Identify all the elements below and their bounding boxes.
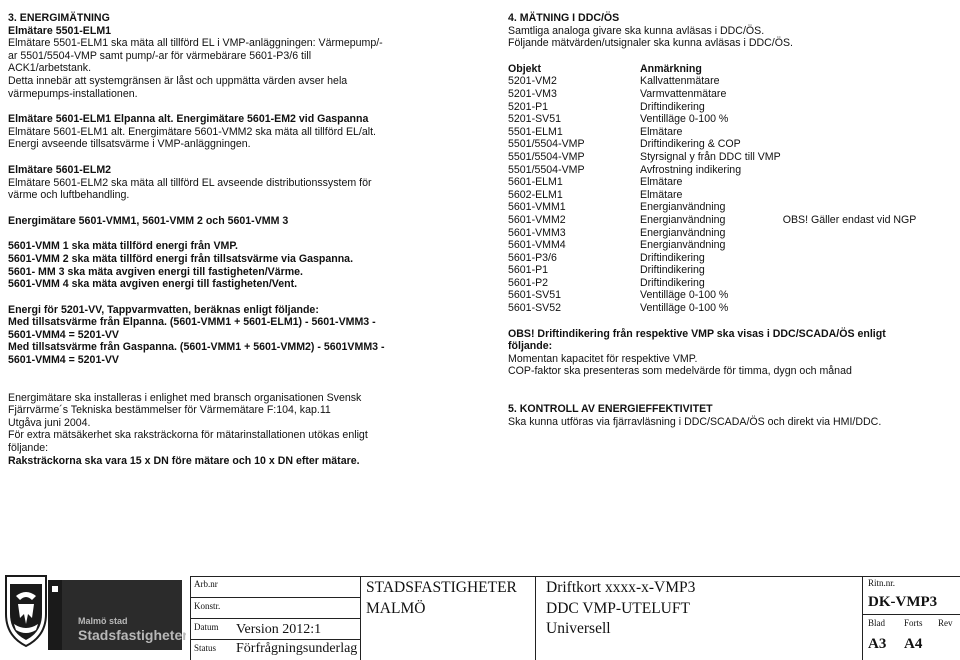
- subsection-heading: Energimätare 5601-VMM1, 5601-VMM 2 och 5601-VMM 3: [8, 214, 289, 227]
- table-cell-extra: [781, 75, 917, 88]
- left-column: [8, 12, 478, 467]
- section-vmm-lines: [8, 240, 478, 290]
- text-line: värmepumps-installationen.: [8, 87, 138, 100]
- column-header-extra: [781, 63, 917, 76]
- subsection-heading: Elmätare 5501-ELM1: [8, 24, 112, 37]
- table-cell-objekt: 5601-VMM4: [508, 239, 566, 252]
- obs-line: OBS! Driftindikering från respektive VMP ska visas i DDC/SCADA/ÖS enligt: [508, 327, 886, 340]
- table-cell-extra: [781, 264, 917, 277]
- right-column: [508, 12, 953, 428]
- table-cell-extra: [781, 151, 917, 164]
- object-table: [508, 63, 916, 315]
- datum-value: Version 2012:1: [236, 622, 322, 637]
- table-cell-objekt: 5601-VMM2: [508, 213, 566, 226]
- table-cell-anmarkning: Kallvattenmätare: [640, 75, 720, 88]
- text-line: 5601- MM 3 ska mäta avgiven energi till fastigheten/Värme.: [8, 265, 303, 278]
- table-cell-anmarkning: Driftindikering & COP: [640, 138, 741, 151]
- subsection-heading: Elmätare 5601-ELM2: [8, 163, 112, 176]
- label-blad: Blad: [868, 618, 885, 628]
- table-cell-anmarkning: Energianvändning: [640, 201, 726, 214]
- text-line: Elmätare 5501-ELM1 ska mäta all tillförd EL i VMP-anläggningen: Värmepump/-: [8, 37, 383, 50]
- table-cell-anmarkning: Energianvändning: [640, 239, 726, 252]
- table-row: [508, 264, 916, 277]
- table-cell-anmarkning: Energianvändning: [640, 226, 726, 239]
- table-cell-extra: [781, 176, 917, 189]
- section-installation: [8, 392, 478, 468]
- obs-line: följande:: [508, 340, 553, 353]
- table-cell-objekt: 5601-ELM1: [508, 176, 563, 189]
- label-forts: Forts: [904, 618, 923, 628]
- table-cell-objekt: 5601-P3/6: [508, 251, 557, 264]
- text-line: 5601-VMM 1 ska mäta tillförd energi från VMP.: [8, 240, 238, 253]
- table-row: [508, 302, 916, 315]
- text-line: 5601-VMM 4 ska mäta avgiven energi till fastigheten/Vent.: [8, 278, 298, 291]
- table-cell-objekt: 5602-ELM1: [508, 188, 563, 201]
- table-cell-anmarkning: Avfrostning indikering: [640, 163, 742, 176]
- text-line: 5601-VMM 2 ska mäta tillförd energi från tillsatsvärme via Gaspanna.: [8, 252, 354, 265]
- text-line: Raksträckorna ska vara 15 x DN före mätare och 10 x DN efter mätare.: [8, 454, 360, 467]
- label-datum: Datum: [194, 622, 219, 632]
- table-cell-anmarkning: Ventilläge 0-100 %: [640, 113, 729, 126]
- table-cell-objekt: 5201-VM2: [508, 75, 557, 88]
- table-row: [508, 189, 916, 202]
- label-ritnr: Ritn.nr.: [868, 578, 896, 588]
- table-cell-extra: [781, 289, 917, 302]
- org-line1: STADSFASTIGHETER: [366, 579, 517, 596]
- section-energimatning: [8, 12, 478, 100]
- table-row: [508, 239, 916, 252]
- text-line: Med tillsatsvärme från Gaspanna. (5601-VMM1 + 5601-VMM2) - 5601VMM3 -: [8, 341, 385, 354]
- table-cell-extra: [781, 138, 917, 151]
- section-matning-ddc: [508, 12, 953, 50]
- table-cell-extra: [781, 252, 917, 265]
- table-cell-anmarkning: Varmvattenmätare: [640, 87, 727, 100]
- doc-title-line3: Universell: [546, 620, 611, 637]
- text-line: följande:: [8, 442, 49, 455]
- text-line: COP-faktor ska presenteras som medelvärde för timma, dygn och månad: [508, 365, 852, 378]
- text-line: Energimätare ska installeras i enlighet med bransch organisationen Svensk: [8, 391, 362, 404]
- table-row: [508, 151, 916, 164]
- section-heading: 4. MÄTNING I DDC/ÖS: [508, 12, 620, 24]
- label-konstr: Konstr.: [194, 601, 221, 611]
- label-rev: Rev: [938, 618, 953, 628]
- svg-text:Stadsfastigheter: Stadsfastigheter: [78, 627, 186, 643]
- table-body: [508, 75, 916, 314]
- table-cell-objekt: 5601-P1: [508, 264, 549, 277]
- text-line: Energi avseende tillsatsvärme i VMP-anläggningen.: [8, 138, 251, 151]
- table-row: [508, 164, 916, 177]
- text-line: Med tillsatsvärme från Elpanna. (5601-VMM1 + 5601-ELM1) - 5601-VMM3 -: [8, 316, 376, 329]
- text-line: Momentan kapacitet för respektive VMP.: [508, 352, 698, 365]
- table-cell-extra: [781, 164, 917, 177]
- section-heading: 5. KONTROLL AV ENERGIEFFEKTIVITET: [508, 403, 713, 416]
- table-row: [508, 214, 916, 227]
- text-line: 5601-VMM4 = 5201-VV: [8, 354, 120, 367]
- table-cell-objekt: 5501/5504-VMP: [508, 138, 585, 151]
- table-cell-extra: [781, 277, 917, 290]
- table-cell-extra: [781, 88, 917, 101]
- table-cell-anmarkning: Driftindikering: [640, 100, 705, 113]
- ritnr-value: DK-VMP3: [868, 594, 938, 610]
- blad-value: A3: [868, 636, 887, 652]
- text-line: För extra mätsäkerhet ska raksträckorna för mätarinstallationen utökas enligt: [8, 429, 368, 442]
- text-line: Samtliga analoga givare ska kunna avläsas i DDC/ÖS.: [508, 24, 765, 37]
- table-row: [508, 277, 916, 290]
- table-cell-anmarkning: Elmätare: [640, 188, 683, 201]
- table-cell-extra: [781, 227, 917, 240]
- forts-value: A4: [904, 636, 923, 652]
- table-cell-objekt: 5601-SV51: [508, 289, 562, 302]
- table-cell-objekt: 5601-P2: [508, 276, 549, 289]
- column-header-objekt: Objekt: [508, 62, 541, 75]
- text-line: Energi för 5201-VV, Tappvarmvatten, beräknas enligt följande:: [8, 303, 319, 316]
- table-cell-anmarkning: Elmätare: [640, 176, 683, 189]
- doc-title-line2: DDC VMP-UTELUFT: [546, 600, 690, 617]
- logo: [2, 574, 186, 660]
- table-cell-objekt: 5601-VMM3: [508, 226, 566, 239]
- table-cell-anmarkning: Styrsignal y från DDC till VMP: [640, 150, 781, 163]
- text-line: Följande mätvärden/utsignaler ska kunna avläsas i DDC/ÖS.: [508, 37, 793, 50]
- table-header-row: [508, 63, 916, 76]
- text-line: Elmätare 5601-ELM1 alt. Energimätare 5601-VMM2 ska mäta all tillförd EL/alt.: [8, 125, 377, 138]
- table-row: [508, 138, 916, 151]
- svg-text:Malmö stad: Malmö stad: [78, 616, 128, 626]
- table-row: [508, 113, 916, 126]
- table-cell-anmarkning: Ventilläge 0-100 %: [640, 302, 729, 315]
- text-line: 5601-VMM4 = 5201-VV: [8, 328, 120, 341]
- section-obs: [508, 328, 953, 378]
- table-row: [508, 252, 916, 265]
- org-line2: MALMÖ: [366, 600, 426, 617]
- section-tappvarmvatten: [8, 304, 478, 367]
- table-row: [508, 201, 916, 214]
- table-cell-objekt: 5201-SV51: [508, 113, 562, 126]
- table-cell-anmarkning: Elmätare: [640, 125, 683, 138]
- table-cell-extra: [781, 189, 917, 202]
- section-vmm-heading: [8, 215, 478, 228]
- text-line: ar 5501/5504-VMP samt pump/-ar för värmebärare 5601-P3/6 till: [8, 49, 312, 62]
- table-cell-anmarkning: Driftindikering: [640, 264, 705, 277]
- table-row: [508, 126, 916, 139]
- label-status: Status: [194, 643, 217, 653]
- table-row: [508, 101, 916, 114]
- table-cell-extra: [781, 126, 917, 139]
- table-cell-anmarkning: Energianvändning: [640, 213, 726, 226]
- column-header-anmarkning: Anmärkning: [640, 62, 702, 75]
- table-cell-objekt: 5501/5504-VMP: [508, 150, 585, 163]
- table-cell-extra: [781, 239, 917, 252]
- table-cell-anmarkning: Driftindikering: [640, 276, 705, 289]
- table-row: [508, 75, 916, 88]
- subsection-heading: Elmätare 5601-ELM1 Elpanna alt. Energimätare 5601-EM2 vid Gaspanna: [8, 113, 369, 126]
- section-elpanna: [8, 113, 478, 151]
- label-arbnr: Arb.nr: [194, 579, 218, 589]
- table-cell-extra: [781, 302, 917, 315]
- status-value: Förfrågningsunderlag: [236, 641, 358, 656]
- table-row: [508, 227, 916, 240]
- malmo-stad-logo: [2, 574, 186, 660]
- table-cell-objekt: 5501/5504-VMP: [508, 163, 585, 176]
- table-row: [508, 289, 916, 302]
- doc-title-line1: Driftkort xxxx-x-VMP3: [546, 579, 696, 596]
- text-line: Detta innebär att systemgränsen är låst och uppmätta värden avser hela: [8, 74, 348, 87]
- text-line: värme och luftbehandling.: [8, 189, 130, 202]
- table-row: [508, 88, 916, 101]
- text-line: ACK1/arbetstank.: [8, 62, 92, 75]
- section-heading: 3. ENERGIMÄTNING: [8, 12, 110, 24]
- text-line: Utgåva juni 2004.: [8, 416, 91, 429]
- table-cell-objekt: 5201-VM3: [508, 87, 557, 100]
- table-cell-objekt: 5501-ELM1: [508, 125, 563, 138]
- table-cell-extra: [781, 101, 917, 114]
- table-row: [508, 176, 916, 189]
- table-cell-objekt: 5201-P1: [508, 100, 549, 113]
- text-line: Elmätare 5601-ELM2 ska mäta all tillförd EL avseende distributionssystem för: [8, 176, 372, 189]
- title-block: [0, 574, 960, 660]
- section-elm2: [8, 164, 478, 202]
- text-line: Fjärrvärme´s Tekniska bestämmelser för Värmemätare F:104, kap.11: [8, 404, 331, 417]
- table-cell-extra: OBS! Gäller endast vid NGP: [782, 213, 917, 226]
- table-cell-anmarkning: Driftindikering: [640, 251, 705, 264]
- table-cell-objekt: 5601-SV52: [508, 302, 562, 315]
- table-cell-extra: [781, 113, 917, 126]
- section-kontroll: [508, 403, 953, 428]
- text-line: Ska kunna utföras via fjärravläsning i DDC/SCADA/ÖS och direkt via HMI/DDC.: [508, 415, 882, 428]
- table-cell-objekt: 5601-VMM1: [508, 201, 566, 214]
- table-cell-extra: [781, 201, 917, 214]
- table-cell-anmarkning: Ventilläge 0-100 %: [640, 289, 729, 302]
